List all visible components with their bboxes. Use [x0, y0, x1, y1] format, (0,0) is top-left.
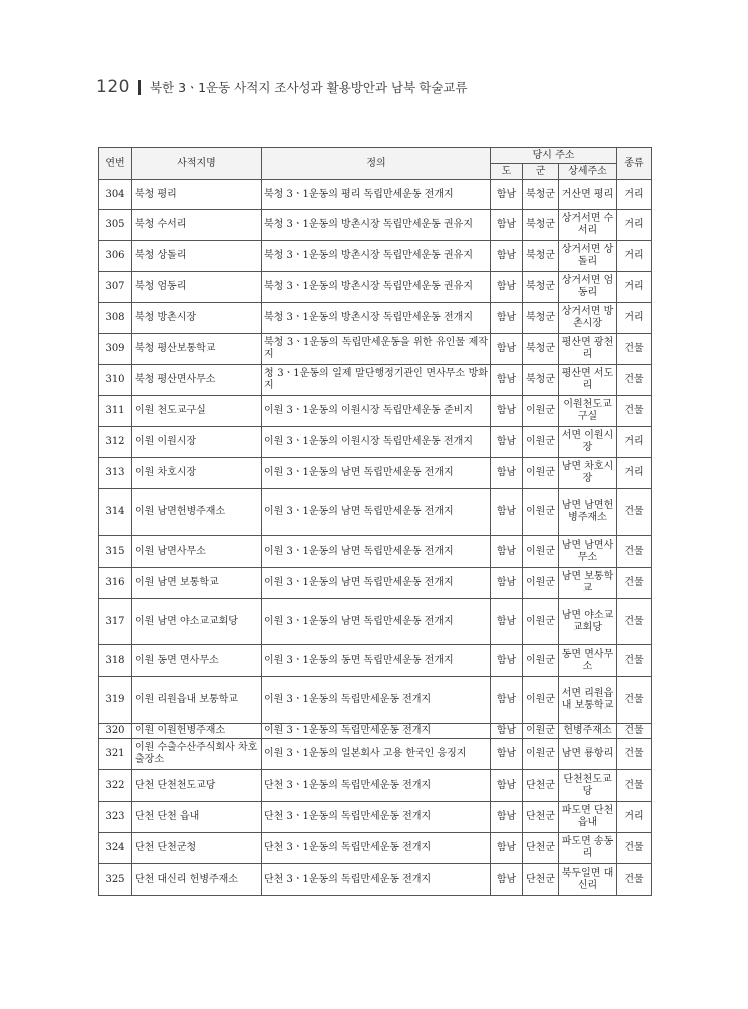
- cell-no: 304: [99, 180, 132, 210]
- cell-detail-address: 상거서면 엄동리: [559, 272, 617, 303]
- table-row: [99, 833, 652, 864]
- cell-type: 건물: [617, 833, 652, 864]
- cell-definition: 이원 3ㆍ1운동의 독립만세운동 전개지: [262, 724, 491, 739]
- cell-type: 건물: [617, 334, 652, 365]
- cell-type: 건물: [617, 489, 652, 536]
- cell-definition: 이원 3ㆍ1운동의 독립만세운동 전개지: [262, 677, 491, 724]
- col-header-detail: 상세주소: [559, 164, 617, 180]
- cell-site-name: 북청 엄동리: [132, 272, 262, 303]
- cell-detail-address: 상거서면 상돌리: [559, 241, 617, 272]
- cell-site-name: 이원 이원시장: [132, 427, 262, 458]
- cell-no: 307: [99, 272, 132, 303]
- cell-detail-address: 남면 보통학교: [559, 568, 617, 599]
- historic-sites-table: [98, 147, 652, 896]
- cell-type: 거리: [617, 458, 652, 489]
- cell-province: 함남: [491, 365, 523, 396]
- cell-detail-address: 남면 차호시장: [559, 458, 617, 489]
- table-row: [99, 568, 652, 599]
- cell-no: 316: [99, 568, 132, 599]
- table-row: [99, 303, 652, 334]
- cell-site-name: 단천 단천군청: [132, 833, 262, 864]
- cell-definition: 이원 3ㆍ1운동의 남면 독립만세운동 전개지: [262, 489, 491, 536]
- cell-detail-address: 서면 이원시장: [559, 427, 617, 458]
- cell-county: 이원군: [523, 458, 559, 489]
- cell-no: 321: [99, 739, 132, 770]
- cell-no: 305: [99, 210, 132, 241]
- running-header: [96, 76, 467, 98]
- cell-province: 함남: [491, 489, 523, 536]
- cell-type: 건물: [617, 770, 652, 802]
- cell-county: 북청군: [523, 365, 559, 396]
- cell-no: 325: [99, 864, 132, 896]
- col-header-do: 도: [491, 164, 523, 180]
- cell-site-name: 단천 단천천도교당: [132, 770, 262, 802]
- cell-site-name: 북청 평산면사무소: [132, 365, 262, 396]
- cell-county: 이원군: [523, 536, 559, 568]
- cell-province: 함남: [491, 770, 523, 802]
- cell-definition: 단천 3ㆍ1운동의 독립만세운동 전개지: [262, 864, 491, 896]
- cell-province: 함남: [491, 833, 523, 864]
- cell-site-name: 이원 리원읍내 보통학교: [132, 677, 262, 724]
- cell-type: 거리: [617, 802, 652, 833]
- cell-site-name: 이원 천도교구실: [132, 396, 262, 427]
- cell-definition: 이원 3ㆍ1운동의 남면 독립만세운동 전개지: [262, 599, 491, 645]
- book-title: 북한 3ㆍ1운동 사적지 조사성과 활용방안과 남북 학술교류: [149, 80, 468, 95]
- cell-site-name: 북청 방촌시장: [132, 303, 262, 334]
- cell-site-name: 이원 수출수산주식회사 차호출장소: [132, 739, 262, 770]
- table-row: [99, 770, 652, 802]
- cell-detail-address: 평산면 광천리: [559, 334, 617, 365]
- cell-site-name: 이원 동면 면사무소: [132, 645, 262, 677]
- cell-detail-address: 이원천도교 구실: [559, 396, 617, 427]
- cell-definition: 이원 3ㆍ1운동의 남면 독립만세운동 전개지: [262, 536, 491, 568]
- cell-type: 건물: [617, 536, 652, 568]
- cell-site-name: 북청 수서리: [132, 210, 262, 241]
- cell-site-name: 북청 상돌리: [132, 241, 262, 272]
- cell-province: 함남: [491, 272, 523, 303]
- table-header: [99, 148, 652, 180]
- cell-county: 이원군: [523, 568, 559, 599]
- cell-county: 이원군: [523, 427, 559, 458]
- table-row: [99, 677, 652, 724]
- cell-site-name: 이원 차호시장: [132, 458, 262, 489]
- cell-detail-address: 북두일면 대신리: [559, 864, 617, 896]
- cell-province: 함남: [491, 536, 523, 568]
- cell-type: 건물: [617, 864, 652, 896]
- table-row: [99, 272, 652, 303]
- header-divider: [138, 80, 141, 95]
- table-row: [99, 396, 652, 427]
- cell-site-name: 이원 남면사무소: [132, 536, 262, 568]
- cell-definition: 북청 3ㆍ1운동의 평리 독립만세운동 전개지: [262, 180, 491, 210]
- table-row: [99, 599, 652, 645]
- col-header-type: 종류: [617, 148, 652, 180]
- cell-definition: 단천 3ㆍ1운동의 독립만세운동 전개지: [262, 770, 491, 802]
- cell-province: 함남: [491, 210, 523, 241]
- cell-county: 이원군: [523, 724, 559, 739]
- cell-definition: 북청 3ㆍ1운동의 독립만세운동을 위한 유인물 제작지: [262, 334, 491, 365]
- table-row: [99, 210, 652, 241]
- cell-definition: 이원 3ㆍ1운동의 남면 독립만세운동 전개지: [262, 458, 491, 489]
- cell-county: 북청군: [523, 241, 559, 272]
- cell-detail-address: 남면 남면헌병주재소: [559, 489, 617, 536]
- cell-no: 306: [99, 241, 132, 272]
- cell-county: 이원군: [523, 396, 559, 427]
- cell-province: 함남: [491, 802, 523, 833]
- table-row: [99, 241, 652, 272]
- table-row: [99, 180, 652, 210]
- cell-no: 318: [99, 645, 132, 677]
- cell-province: 함남: [491, 241, 523, 272]
- table-row: [99, 427, 652, 458]
- cell-county: 이원군: [523, 599, 559, 645]
- cell-county: 단천군: [523, 833, 559, 864]
- col-header-gun: 군: [523, 164, 559, 180]
- cell-site-name: 단천 대신리 헌병주재소: [132, 864, 262, 896]
- cell-province: 함남: [491, 724, 523, 739]
- table-row: [99, 458, 652, 489]
- cell-county: 단천군: [523, 770, 559, 802]
- cell-type: 건물: [617, 739, 652, 770]
- cell-definition: 청 3ㆍ1운동의 일제 말단행정기관인 면사무소 방화지: [262, 365, 491, 396]
- cell-site-name: 이원 남면헌병주재소: [132, 489, 262, 536]
- cell-type: 건물: [617, 724, 652, 739]
- cell-definition: 북청 3ㆍ1운동의 방촌시장 독립만세운동 권유지: [262, 210, 491, 241]
- table-row: [99, 365, 652, 396]
- cell-province: 함남: [491, 677, 523, 724]
- cell-province: 함남: [491, 739, 523, 770]
- page-number: 120: [96, 77, 130, 97]
- cell-definition: 북청 3ㆍ1운동의 방촌시장 독립만세운동 전개지: [262, 303, 491, 334]
- cell-definition: 단천 3ㆍ1운동의 독립만세운동 전개지: [262, 833, 491, 864]
- cell-province: 함남: [491, 645, 523, 677]
- cell-no: 324: [99, 833, 132, 864]
- cell-detail-address: 파도면 단천 읍내: [559, 802, 617, 833]
- cell-detail-address: 거산면 평리: [559, 180, 617, 210]
- cell-county: 북청군: [523, 180, 559, 210]
- col-header-definition: 정의: [262, 148, 491, 180]
- cell-type: 거리: [617, 241, 652, 272]
- cell-county: 이원군: [523, 677, 559, 724]
- cell-province: 함남: [491, 396, 523, 427]
- cell-detail-address: 동면 면사무소: [559, 645, 617, 677]
- cell-type: 거리: [617, 303, 652, 334]
- cell-site-name: 이원 남면 보통학교: [132, 568, 262, 599]
- cell-no: 322: [99, 770, 132, 802]
- cell-detail-address: 남면 남면사무소: [559, 536, 617, 568]
- table-row: [99, 334, 652, 365]
- cell-type: 건물: [617, 599, 652, 645]
- cell-no: 317: [99, 599, 132, 645]
- cell-type: 건물: [617, 645, 652, 677]
- table-row: [99, 536, 652, 568]
- col-header-no: 연번: [99, 148, 132, 180]
- cell-detail-address: 남면 룡항리: [559, 739, 617, 770]
- cell-definition: 단천 3ㆍ1운동의 독립만세운동 전개지: [262, 802, 491, 833]
- cell-no: 320: [99, 724, 132, 739]
- cell-province: 함남: [491, 180, 523, 210]
- cell-county: 이원군: [523, 739, 559, 770]
- cell-site-name: 단천 단천 읍내: [132, 802, 262, 833]
- cell-site-name: 북청 평산보통학교: [132, 334, 262, 365]
- cell-detail-address: 서면 리원읍내 보통학교: [559, 677, 617, 724]
- cell-definition: 이원 3ㆍ1운동의 남면 독립만세운동 전개지: [262, 568, 491, 599]
- cell-type: 거리: [617, 427, 652, 458]
- cell-detail-address: 평산면 서도리: [559, 365, 617, 396]
- cell-definition: 이원 3ㆍ1운동의 이원시장 독립만세운동 준비지: [262, 396, 491, 427]
- cell-county: 단천군: [523, 802, 559, 833]
- cell-province: 함남: [491, 599, 523, 645]
- cell-definition: 이원 3ㆍ1운동의 동면 독립만세운동 전개지: [262, 645, 491, 677]
- col-header-address: 당시 주소: [491, 148, 617, 164]
- cell-county: 북청군: [523, 210, 559, 241]
- cell-definition: 이원 3ㆍ1운동의 이원시장 독립만세운동 전개지: [262, 427, 491, 458]
- cell-county: 북청군: [523, 272, 559, 303]
- cell-type: 건물: [617, 365, 652, 396]
- cell-detail-address: 파도면 송동리: [559, 833, 617, 864]
- table-row: [99, 645, 652, 677]
- cell-no: 315: [99, 536, 132, 568]
- cell-province: 함남: [491, 458, 523, 489]
- cell-county: 이원군: [523, 489, 559, 536]
- cell-no: 323: [99, 802, 132, 833]
- table-row: [99, 802, 652, 833]
- table-body: [99, 180, 652, 896]
- cell-type: 건물: [617, 677, 652, 724]
- cell-no: 310: [99, 365, 132, 396]
- cell-no: 314: [99, 489, 132, 536]
- cell-type: 거리: [617, 210, 652, 241]
- cell-province: 함남: [491, 864, 523, 896]
- cell-detail-address: 남면 야소교 교회당: [559, 599, 617, 645]
- cell-province: 함남: [491, 303, 523, 334]
- cell-type: 건물: [617, 568, 652, 599]
- cell-type: 거리: [617, 272, 652, 303]
- cell-detail-address: 상거서면 방촌시장: [559, 303, 617, 334]
- cell-detail-address: 상거서면 수서리: [559, 210, 617, 241]
- cell-no: 313: [99, 458, 132, 489]
- table-row: [99, 739, 652, 770]
- cell-site-name: 북청 평리: [132, 180, 262, 210]
- cell-definition: 북청 3ㆍ1운동의 방촌시장 독립만세운동 권유지: [262, 241, 491, 272]
- cell-definition: 북청 3ㆍ1운동의 방촌시장 독립만세운동 권유지: [262, 272, 491, 303]
- cell-site-name: 이원 남면 야소교교회당: [132, 599, 262, 645]
- cell-county: 이원군: [523, 645, 559, 677]
- cell-province: 함남: [491, 568, 523, 599]
- cell-no: 319: [99, 677, 132, 724]
- col-header-site: 사적지명: [132, 148, 262, 180]
- table-row: [99, 489, 652, 536]
- cell-province: 함남: [491, 334, 523, 365]
- table-row: [99, 864, 652, 896]
- cell-county: 북청군: [523, 334, 559, 365]
- cell-no: 311: [99, 396, 132, 427]
- cell-county: 북청군: [523, 303, 559, 334]
- table-row: [99, 724, 652, 739]
- cell-detail-address: 단천천도교당: [559, 770, 617, 802]
- cell-no: 309: [99, 334, 132, 365]
- cell-definition: 이원 3ㆍ1운동의 일본회사 고용 한국인 응징지: [262, 739, 491, 770]
- cell-no: 312: [99, 427, 132, 458]
- cell-type: 거리: [617, 180, 652, 210]
- cell-site-name: 이원 이원헌병주재소: [132, 724, 262, 739]
- cell-county: 단천군: [523, 864, 559, 896]
- cell-type: 건물: [617, 396, 652, 427]
- cell-detail-address: 헌병주재소: [559, 724, 617, 739]
- cell-no: 308: [99, 303, 132, 334]
- cell-province: 함남: [491, 427, 523, 458]
